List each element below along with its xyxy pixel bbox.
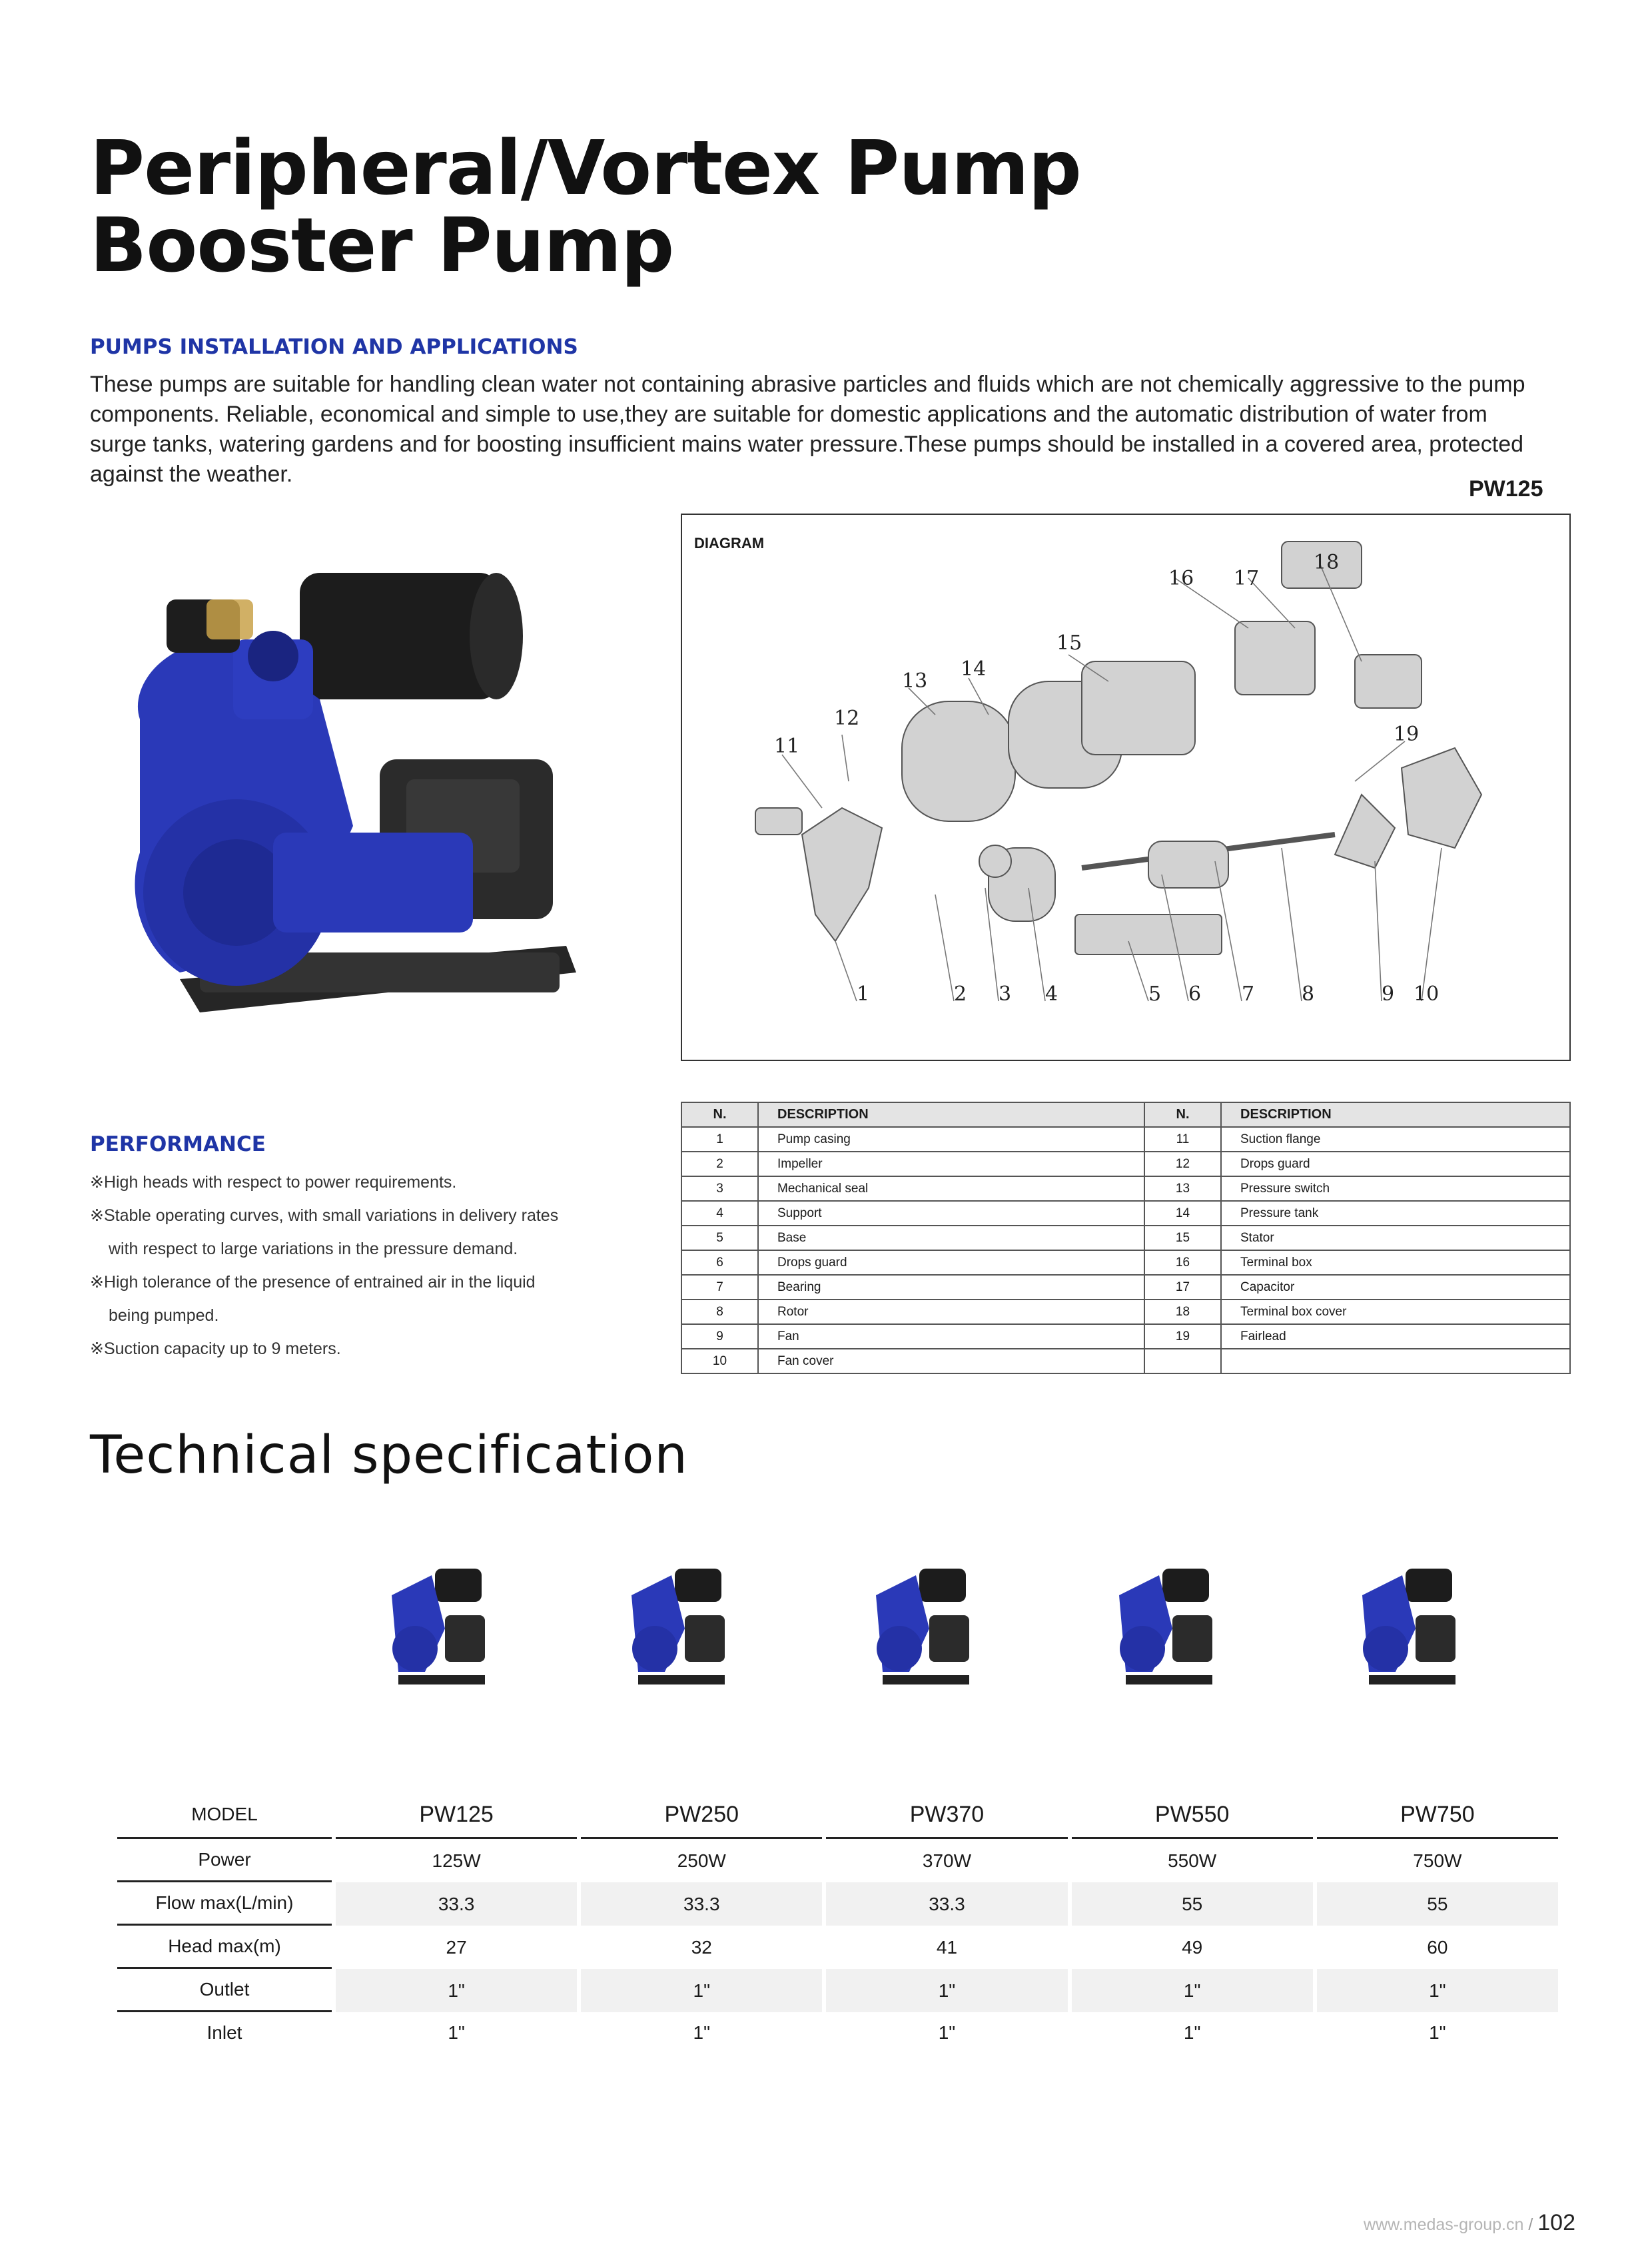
col-header-number: N. [1144,1102,1221,1127]
spec-value: 27 [446,1936,467,1958]
part-number: 2 [681,1152,758,1176]
callout-14: 14 [961,657,987,681]
spec-value: 550W [1168,1850,1217,1871]
callout-5: 5 [1148,982,1162,1006]
col-header-number: N. [681,1102,758,1127]
page-number: 102 [1537,2210,1575,2235]
part-number: 16 [1144,1250,1221,1275]
performance-line: ※Suction capacity up to 9 meters. [90,1339,341,1358]
part-description: Drops guard [758,1250,1144,1275]
part-description: Pump casing [758,1127,1144,1152]
part-description: Mechanical seal [758,1176,1144,1201]
spec-value: 55 [1317,1882,1558,1926]
spec-value: 33.3 [336,1882,577,1926]
table-row [681,1275,1570,1300]
part-description: Terminal box [1221,1250,1570,1275]
part-description: Drops guard [1221,1152,1570,1176]
callout-18: 18 [1314,551,1340,574]
diagram-label: DIAGRAM [694,535,765,552]
performance-list [90,1166,636,1365]
part-number: 13 [1144,1176,1221,1201]
pump-photo [100,546,606,1066]
model-name: PW750 [1317,1792,1558,1839]
spec-value: 1" [938,2022,956,2043]
performance-line: ※Stable operating curves, with small variations in delivery rates [90,1206,559,1225]
part-number: 12 [1144,1152,1221,1176]
pump-thumbnail-pw125 [385,1562,492,1688]
part-number: 8 [681,1300,758,1324]
spec-value: 1" [1183,2022,1201,2043]
part-number: 17 [1144,1275,1221,1300]
part-number: 5 [681,1226,758,1250]
table-row [681,1152,1570,1176]
tech-spec-table [113,1792,1562,2054]
part-number: 11 [1144,1127,1221,1152]
part-description: Pressure tank [1221,1201,1570,1226]
diagram-model-tag: PW125 [1469,476,1543,502]
spec-value: 1" [448,2022,465,2043]
model-name: PW250 [581,1792,822,1839]
part-description: Fan cover [758,1349,1144,1373]
spec-value: 1" [1317,1969,1558,2012]
model-label: MODEL [117,1792,332,1839]
spec-value: 250W [677,1850,726,1871]
callout-15: 15 [1056,631,1082,655]
spec-label: Inlet [206,2022,242,2043]
spec-label: Flow max(L/min) [117,1882,332,1926]
table-row [681,1300,1570,1324]
part-description: Rotor [758,1300,1144,1324]
part-description: Terminal box cover [1221,1300,1570,1324]
part-description: Support [758,1201,1144,1226]
model-name: PW550 [1072,1792,1313,1839]
part-number: 7 [681,1275,758,1300]
table-row [117,1839,1558,1882]
part-description: Stator [1221,1226,1570,1250]
spec-value: 49 [1182,1936,1203,1958]
part-description: Pressure switch [1221,1176,1570,1201]
col-header-description: DESCRIPTION [758,1102,1144,1127]
spec-label: Power [117,1839,332,1882]
exploded-diagram [681,514,1571,1061]
callout-4: 4 [1045,982,1058,1006]
callout-19: 19 [1394,723,1420,746]
callout-3: 3 [999,982,1012,1006]
part-number: 1 [681,1127,758,1152]
spec-value: 33.3 [581,1882,822,1926]
pump-thumbnail-pw750 [1356,1562,1462,1688]
tech-spec-heading: Technical specification [90,1425,688,1485]
performance-line: with respect to large variations in the pressure demand. [109,1240,518,1258]
table-row [117,2012,1558,2054]
installation-text: These pumps are suitable for handling clean water not containing abrasive particles and fluids which are not chemically aggressive to the pump components. Reliable, economical and simple to use,they are suitable for domestic applications and the automatic distribution of water from surge tanks, watering gardens and for boosting insufficient mains water pressure.These pumps should be installed in a covered area, protected against the weather. [90,372,1525,487]
diagram-drawing [682,515,1569,1060]
part-number: 19 [1144,1324,1221,1349]
table-row [681,1226,1570,1250]
performance-line: ※High heads with respect to power requirements. [90,1173,457,1192]
installation-heading: PUMPS INSTALLATION AND APPLICATIONS [90,335,578,359]
callout-16: 16 [1168,567,1194,590]
part-number: 3 [681,1176,758,1201]
pump-thumbnail-pw550 [1112,1562,1219,1688]
callout-1: 1 [857,982,870,1006]
parts-table [681,1102,1571,1374]
callout-8: 8 [1302,982,1315,1006]
part-number: 6 [681,1250,758,1275]
spec-value: 55 [1072,1882,1313,1926]
title-line-2: Booster Pump [90,202,674,289]
part-description: Fan [758,1324,1144,1349]
callout-11: 11 [774,735,800,758]
part-description: Capacitor [1221,1275,1570,1300]
table-row [681,1349,1570,1373]
table-row [117,1882,1558,1926]
callout-12: 12 [834,707,860,730]
part-number: 15 [1144,1226,1221,1250]
spec-value: 125W [432,1850,481,1871]
performance-heading: PERFORMANCE [90,1132,266,1156]
table-row [117,1969,1558,2012]
pump-thumbnail-pw250 [625,1562,731,1688]
page-footer [1364,2210,1575,2236]
footer-website: www.medas-group.cn [1364,2215,1524,2234]
part-number [1144,1349,1221,1373]
pump-thumbnail-pw370 [869,1562,976,1688]
performance-line: being pumped. [109,1306,219,1325]
spec-value: 750W [1413,1850,1462,1871]
spec-value: 1" [1429,2022,1446,2043]
spec-value: 1" [581,1969,822,2012]
callout-2: 2 [954,982,967,1006]
col-header-description: DESCRIPTION [1221,1102,1570,1127]
spec-value: 32 [691,1936,712,1958]
table-row [681,1324,1570,1349]
part-description [1221,1349,1570,1373]
part-number: 18 [1144,1300,1221,1324]
table-row [681,1250,1570,1275]
spec-value: 60 [1427,1936,1448,1958]
part-number: 14 [1144,1201,1221,1226]
spec-value: 1" [336,1969,577,2012]
title-line-1: Peripheral/Vortex Pump [90,125,1081,212]
parts-table-header [681,1102,1570,1127]
part-description: Impeller [758,1152,1144,1176]
footer-separator: / [1528,2215,1533,2234]
part-number: 4 [681,1201,758,1226]
spec-value: 1" [693,2022,711,2043]
spec-value: 1" [826,1969,1067,2012]
callout-7: 7 [1242,982,1255,1006]
performance-line: ※High tolerance of the presence of entrained air in the liquid [90,1273,536,1292]
spec-header-row [117,1792,1558,1839]
spec-value: 1" [1072,1969,1313,2012]
spec-label: Head max(m) [117,1926,332,1969]
spec-value: 41 [936,1936,958,1958]
table-row [681,1201,1570,1226]
part-description: Base [758,1226,1144,1250]
spec-value: 370W [922,1850,972,1871]
part-description: Bearing [758,1275,1144,1300]
spec-label: Outlet [117,1969,332,2012]
model-name: PW125 [336,1792,577,1839]
part-description: Fairlead [1221,1324,1570,1349]
part-description: Suction flange [1221,1127,1570,1152]
callout-9: 9 [1382,982,1395,1006]
table-row [117,1926,1558,1969]
part-number: 9 [681,1324,758,1349]
page-title [90,125,1081,289]
callout-10: 10 [1414,982,1440,1006]
callout-13: 13 [902,669,928,693]
callout-6: 6 [1188,982,1202,1006]
table-row [681,1176,1570,1201]
model-name: PW370 [826,1792,1067,1839]
spec-value: 33.3 [826,1882,1067,1926]
part-number: 10 [681,1349,758,1373]
table-row [681,1127,1570,1152]
callout-17: 17 [1234,567,1260,590]
